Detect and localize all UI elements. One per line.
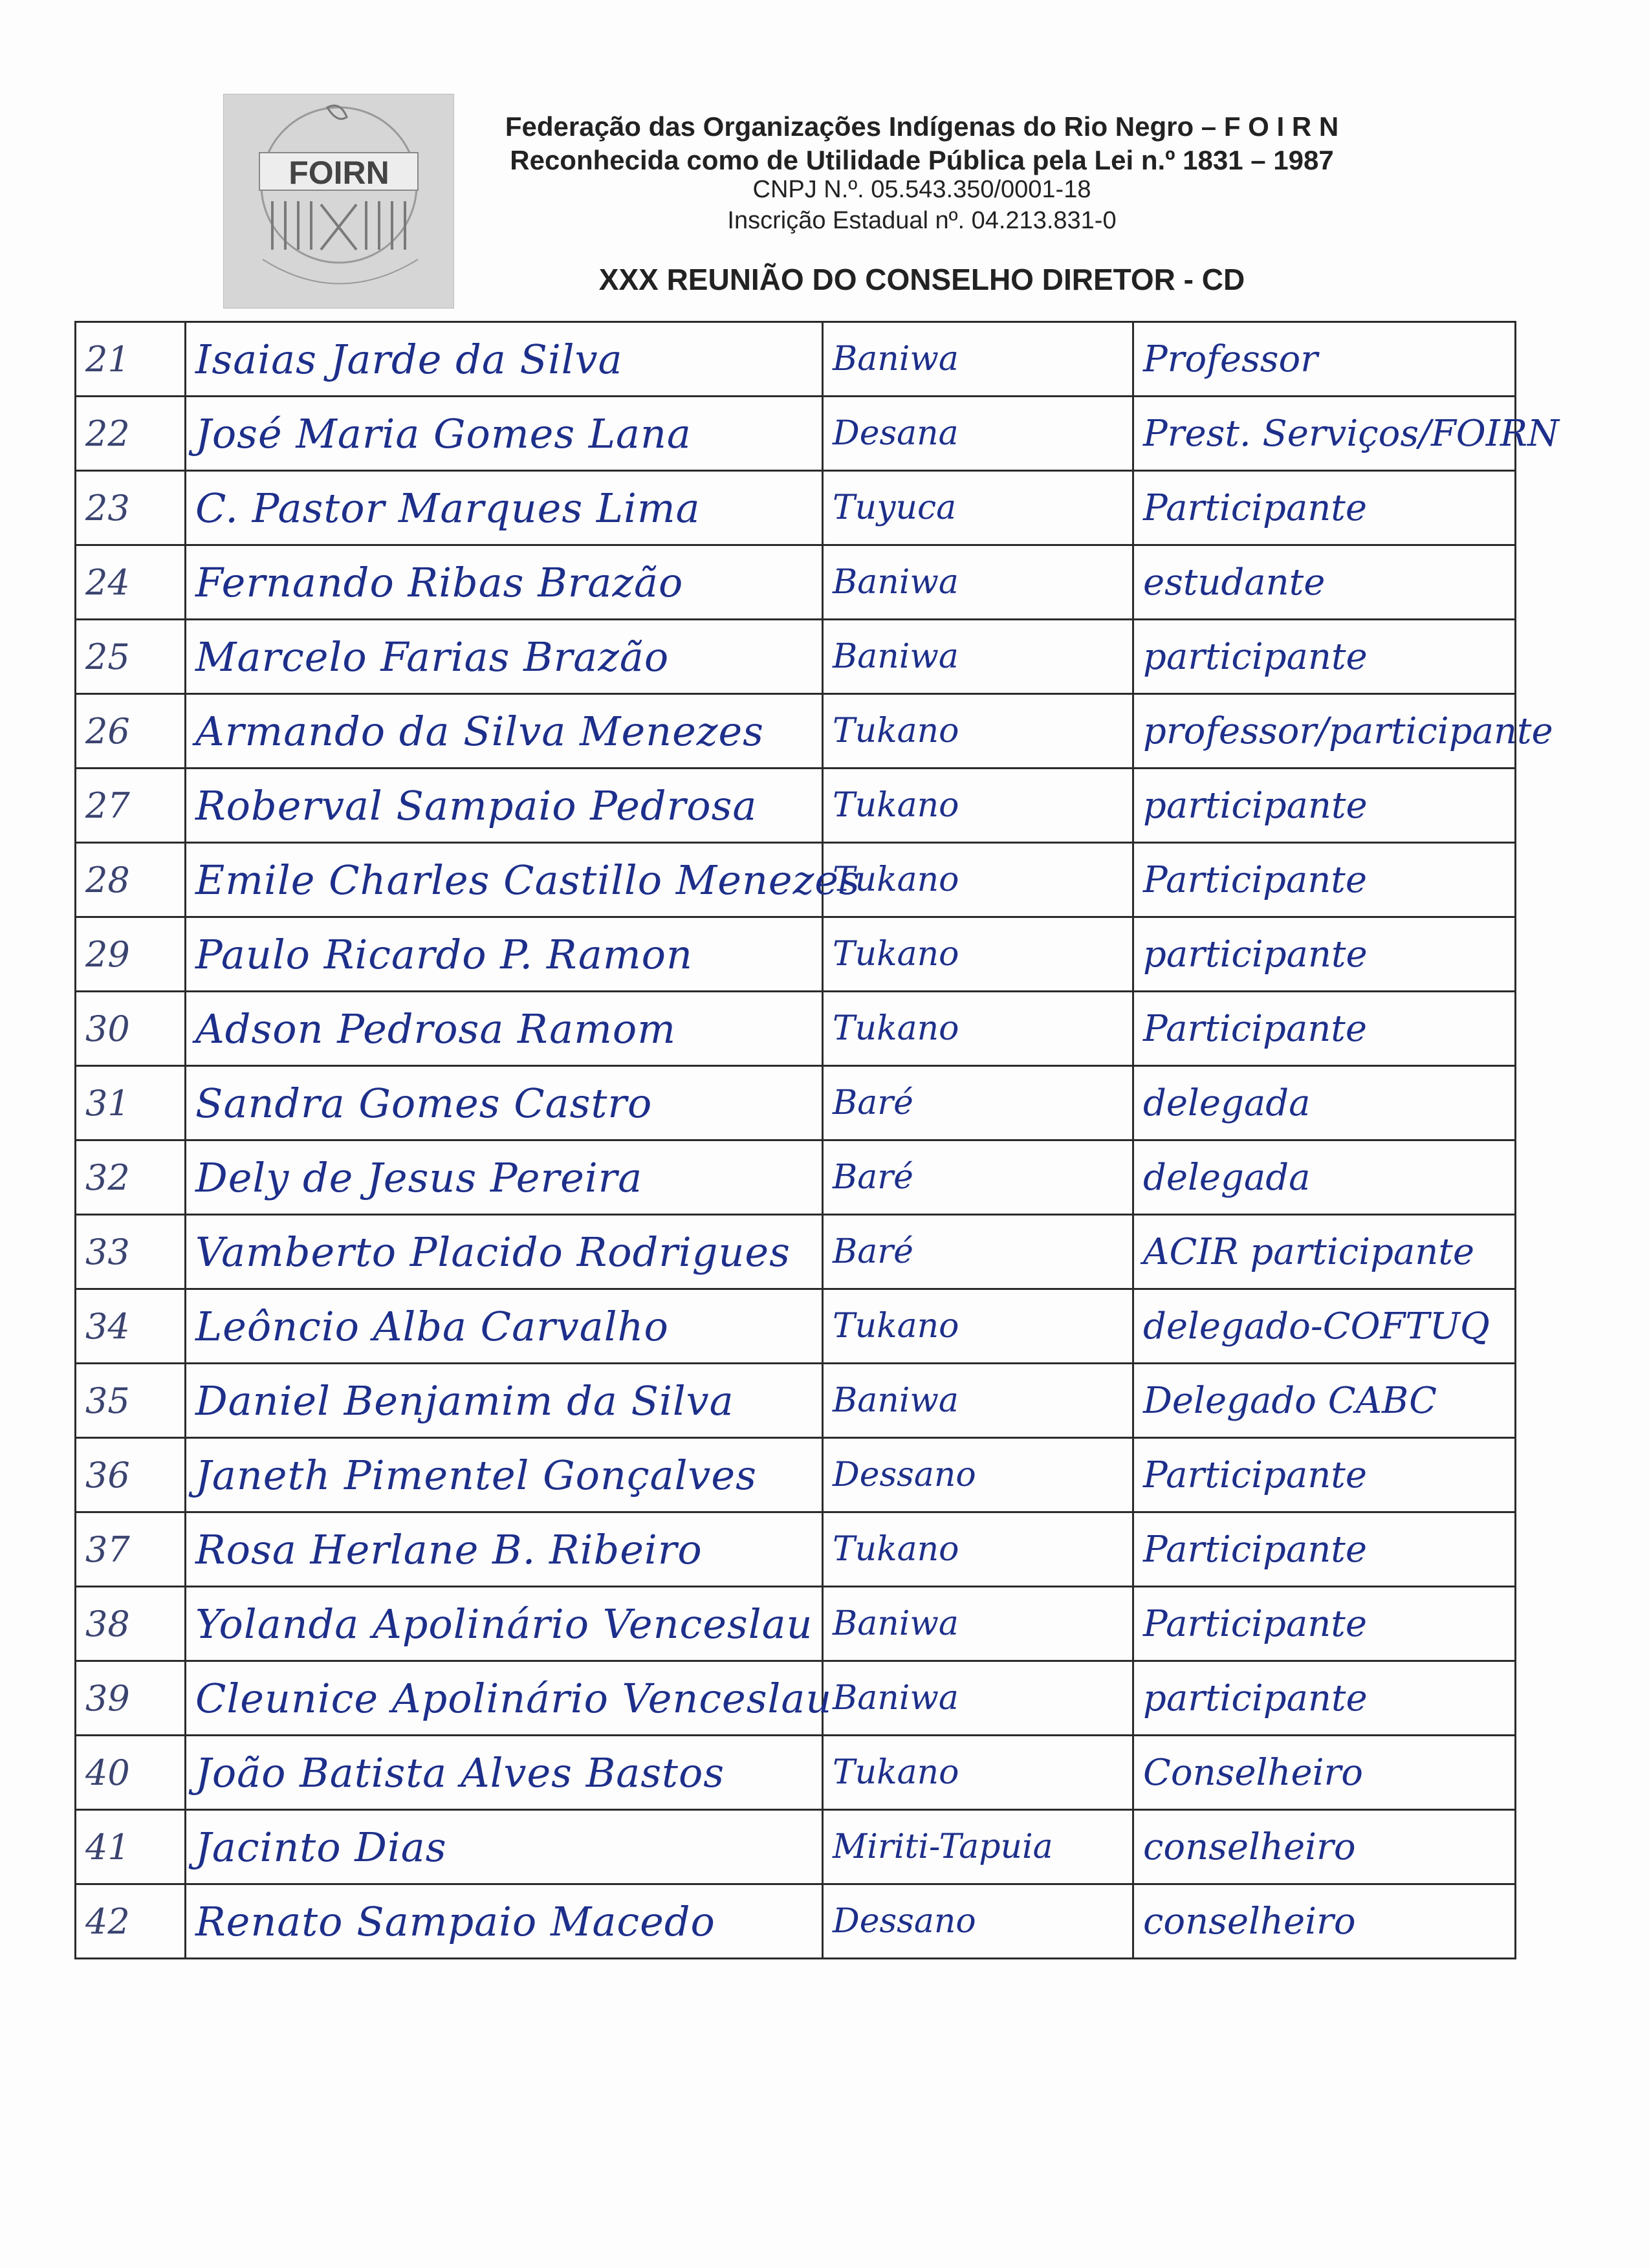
table-row (76, 1364, 1516, 1438)
row-number: 39 (76, 1661, 186, 1736)
participant-name: Vamberto Placido Rodrigues (186, 1215, 823, 1289)
table-row (76, 769, 1516, 843)
participant-ethnicity: Tukano (823, 1289, 1133, 1364)
participant-ethnicity: Baniwa (823, 1364, 1133, 1438)
header-organization: Federação das Organizações Indígenas do Rio Negro – F O I R N (505, 111, 1339, 142)
participant-name: Daniel Benjamim da Silva (186, 1364, 823, 1438)
participant-ethnicity: Baniwa (823, 620, 1133, 694)
participant-name: Dely de Jesus Pereira (186, 1140, 823, 1215)
participant-ethnicity: Baré (823, 1140, 1133, 1215)
participant-ethnicity: Baré (823, 1066, 1133, 1140)
table-row (76, 1810, 1516, 1884)
table-row (76, 992, 1516, 1066)
participant-name: Cleunice Apolinário Venceslau (186, 1661, 823, 1736)
participant-role: estudante (1133, 545, 1516, 620)
row-number: 25 (76, 620, 186, 694)
participant-role: Participante (1133, 1587, 1516, 1661)
participant-name: José Maria Gomes Lana (186, 397, 823, 471)
participant-ethnicity: Baniwa (823, 1661, 1133, 1736)
participant-ethnicity: Miriti-Tapuia (823, 1810, 1133, 1884)
header-recognition: Reconhecida como de Utilidade Pública pela Lei n.º 1831 – 1987 (510, 145, 1334, 175)
participant-role: Conselheiro (1133, 1736, 1516, 1810)
row-number: 41 (76, 1810, 186, 1884)
participant-name: Yolanda Apolinário Venceslau (186, 1587, 823, 1661)
participant-ethnicity: Tukano (823, 917, 1133, 992)
row-number: 37 (76, 1512, 186, 1587)
participant-ethnicity: Desana (823, 397, 1133, 471)
attendance-rows (76, 322, 1559, 1959)
row-number: 21 (76, 322, 186, 397)
participant-name: João Batista Alves Bastos (186, 1736, 823, 1810)
participant-role: conselheiro (1133, 1884, 1516, 1959)
participant-role: professor/participante (1133, 694, 1516, 769)
participant-name: Renato Sampaio Macedo (186, 1884, 823, 1959)
row-number: 31 (76, 1066, 186, 1140)
participant-name: Isaias Jarde da Silva (186, 322, 823, 397)
row-number: 34 (76, 1289, 186, 1364)
participant-role: Participante (1133, 471, 1516, 545)
table-row (76, 322, 1516, 397)
participant-role: delegada (1133, 1140, 1516, 1215)
participant-ethnicity: Tukano (823, 1736, 1133, 1810)
participant-ethnicity: Tukano (823, 694, 1133, 769)
participant-ethnicity: Baré (823, 1215, 1133, 1289)
participant-role: Participante (1133, 1438, 1516, 1512)
participant-role: conselheiro (1133, 1810, 1516, 1884)
table-row (76, 397, 1516, 471)
row-number: 40 (76, 1736, 186, 1810)
row-number: 33 (76, 1215, 186, 1289)
participant-role: Participante (1133, 843, 1516, 917)
row-number: 26 (76, 694, 186, 769)
row-number: 38 (76, 1587, 186, 1661)
table-row (76, 694, 1516, 769)
table-row (76, 1066, 1516, 1140)
participant-ethnicity: Tukano (823, 992, 1133, 1066)
row-number: 32 (76, 1140, 186, 1215)
participant-role: delegado-COFTUQ (1133, 1289, 1516, 1364)
participant-ethnicity: Tukano (823, 1512, 1133, 1587)
row-number: 42 (76, 1884, 186, 1959)
table-row (76, 1512, 1516, 1587)
participant-ethnicity: Baniwa (823, 1587, 1133, 1661)
participant-name: Marcelo Farias Brazão (186, 620, 823, 694)
participant-ethnicity: Tukano (823, 769, 1133, 843)
participant-ethnicity: Baniwa (823, 322, 1133, 397)
logo-wordmark: FOIRN (289, 155, 389, 191)
participant-role: participante (1133, 917, 1516, 992)
table-row (76, 471, 1516, 545)
participant-role: Delegado CABC (1133, 1364, 1516, 1438)
row-number: 36 (76, 1438, 186, 1512)
participant-name: Fernando Ribas Brazão (186, 545, 823, 620)
participant-name: Sandra Gomes Castro (186, 1066, 823, 1140)
table-row (76, 1587, 1516, 1661)
header-cnpj: CNPJ N.º. 05.543.350/0001-18 (752, 176, 1091, 203)
participant-ethnicity: Dessano (823, 1438, 1133, 1512)
participant-ethnicity: Dessano (823, 1884, 1133, 1959)
table-row (76, 1438, 1516, 1512)
participant-role: Participante (1133, 992, 1516, 1066)
participant-ethnicity: Tuyuca (823, 471, 1133, 545)
participant-name: Janeth Pimentel Gonçalves (186, 1438, 823, 1512)
row-number: 29 (76, 917, 186, 992)
row-number: 22 (76, 397, 186, 471)
meeting-title: XXX REUNIÃO DO CONSELHO DIRETOR - CD (598, 263, 1245, 296)
participant-role: participante (1133, 1661, 1516, 1736)
participant-role: Prest. Serviços/FOIRN (1133, 397, 1516, 471)
participant-name: C. Pastor Marques Lima (186, 471, 823, 545)
table-row (76, 545, 1516, 620)
participant-name: Adson Pedrosa Ramom (186, 992, 823, 1066)
header-state-registration: Inscrição Estadual nº. 04.213.831-0 (727, 207, 1117, 234)
participant-role: ACIR participante (1133, 1215, 1516, 1289)
table-row (76, 1289, 1516, 1364)
table-row (76, 843, 1516, 917)
row-number: 35 (76, 1364, 186, 1438)
row-number: 30 (76, 992, 186, 1066)
row-number: 23 (76, 471, 186, 545)
participant-ethnicity: Baniwa (823, 545, 1133, 620)
table-row (76, 1736, 1516, 1810)
table-row (76, 1140, 1516, 1215)
participant-role: participante (1133, 620, 1516, 694)
row-number: 27 (76, 769, 186, 843)
table-row (76, 917, 1516, 992)
participant-name: Paulo Ricardo P. Ramon (186, 917, 823, 992)
table-row (76, 620, 1516, 694)
attendance-table (74, 321, 1559, 1959)
participant-role: Participante (1133, 1512, 1516, 1587)
participant-ethnicity: Tukano (823, 843, 1133, 917)
table-row (76, 1215, 1516, 1289)
table-row (76, 1661, 1516, 1736)
participant-role: delegada (1133, 1066, 1516, 1140)
participant-name: Roberval Sampaio Pedrosa (186, 769, 823, 843)
participant-name: Emile Charles Castillo Menezes (186, 843, 823, 917)
participant-name: Jacinto Dias (186, 1810, 823, 1884)
participant-name: Armando da Silva Menezes (186, 694, 823, 769)
participant-role: Professor (1133, 322, 1516, 397)
participant-name: Rosa Herlane B. Ribeiro (186, 1512, 823, 1587)
row-number: 28 (76, 843, 186, 917)
table-row (76, 1884, 1516, 1959)
row-number: 24 (76, 545, 186, 620)
foirn-logo (223, 94, 454, 309)
participant-role: participante (1133, 769, 1516, 843)
participant-name: Leôncio Alba Carvalho (186, 1289, 823, 1364)
foirn-logo-graphic (224, 94, 453, 308)
